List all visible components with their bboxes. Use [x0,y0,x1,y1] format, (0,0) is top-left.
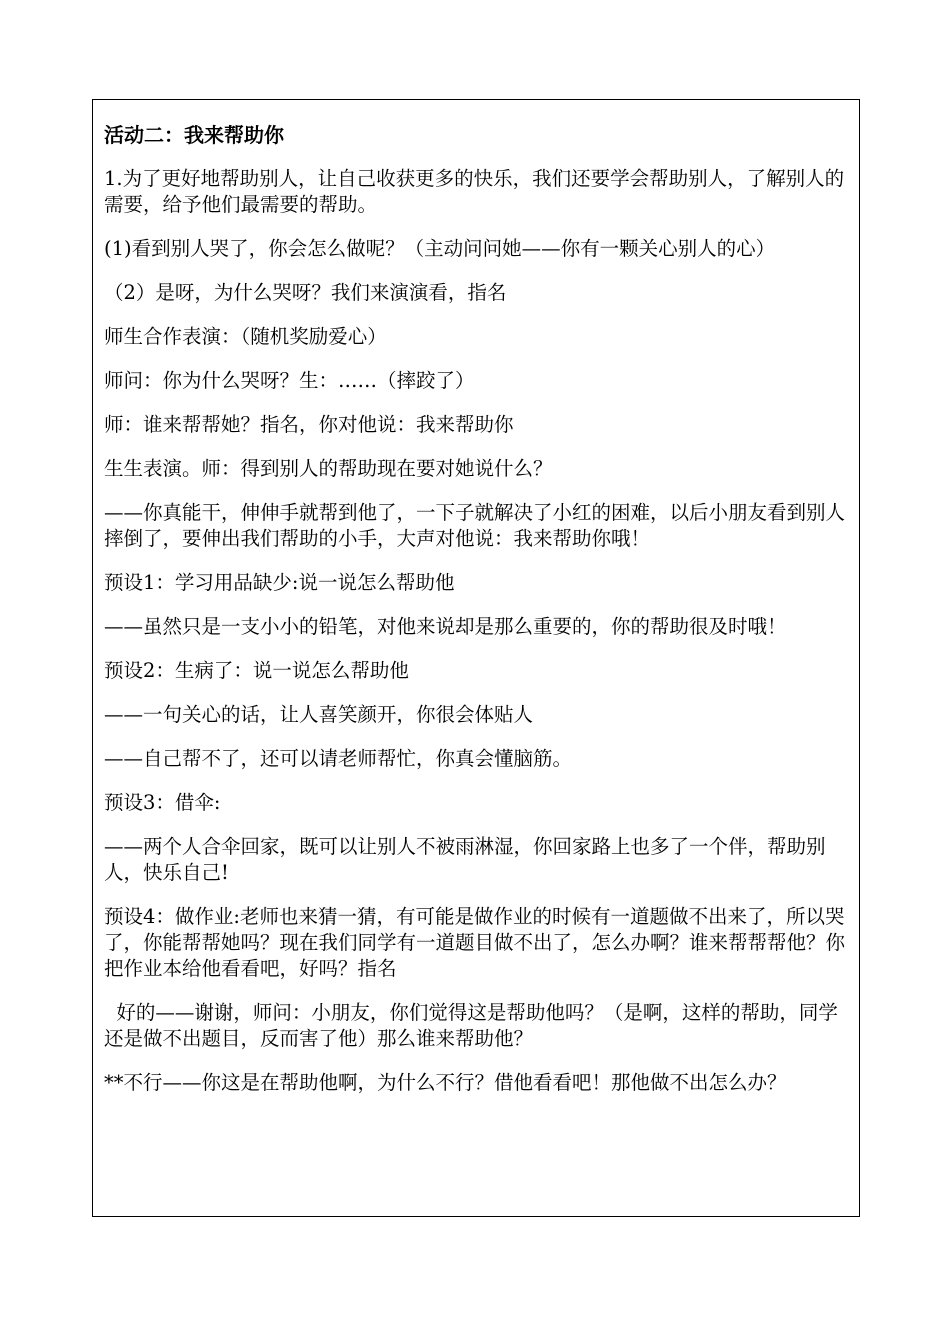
paragraph-14: 预设3：借伞: [104,791,221,814]
paragraph-4: 师生合作表演：（随机奖励爱心） [104,325,387,348]
paragraph-6: 师：谁来帮帮她？指名，你对他说：我来帮助你 [104,413,514,436]
paragraph-3: （2）是呀，为什么哭呀？我们来演演看，指名 [104,281,507,304]
paragraph-2: (1)看到别人哭了，你会怎么做呢？（主动问问她——你有一颗关心别人的心） [104,237,776,260]
paragraph-17: 好的——谢谢，师问：小朋友，你们觉得这是帮助他吗？（是啊，这样的帮助，同学还是做不出题目，反而害了他）那么谁来帮助他？ [104,1001,838,1050]
paragraph-16: 预设4：做作业:老师也来猜一猜，有可能是做作业的时候有一道题做不出来了，所以哭了，你能帮帮她吗？现在我们同学有一道题目做不出了，怎么办啊？谁来帮帮帮他？你把作业本给他看看吧，好吗？指名 [104,905,846,980]
paragraph-15: ——两个人合伞回家，既可以让别人不被雨淋湿，你回家路上也多了一个伴，帮助别人，快乐自己! [104,835,826,884]
paragraph-9: 预设1：学习用品缺少:说一说怎么帮助他 [104,571,455,594]
paragraph-18: **不行——你这是在帮助他啊，为什么不行？借他看看吧！那他做不出怎么办？ [104,1071,787,1094]
paragraph-10: ——虽然只是一支小小的铅笔，对他来说却是那么重要的，你的帮助很及时哦！ [104,615,787,638]
section-heading: 活动二：我来帮助你 [104,123,284,147]
paragraph-list [104,166,849,1096]
paragraph-7: 生生表演。师：得到别人的帮助现在要对她说什么？ [104,457,553,480]
paragraph-5: 师问：你为什么哭呀？生：……（摔跤了） [104,369,475,392]
paragraph-1: 1.为了更好地帮助别人，让自己收获更多的快乐，我们还要学会帮助别人，了解别人的需要，给予他们最需要的帮助。 [104,167,845,216]
paragraph-12: ——一句关心的话，让人喜笑颜开，你很会体贴人 [104,703,534,726]
document-frame [92,99,860,1217]
paragraph-8: ——你真能干，伸伸手就帮到他了，一下子就解决了小红的困难，以后小朋友看到别人摔倒了，要伸出我们帮助的小手，大声对他说：我来帮助你哦！ [104,501,846,550]
paragraph-13: ——自己帮不了，还可以请老师帮忙，你真会懂脑筋。 [104,747,573,770]
paragraph-11: 预设2：生病了：说一说怎么帮助他 [104,659,409,682]
